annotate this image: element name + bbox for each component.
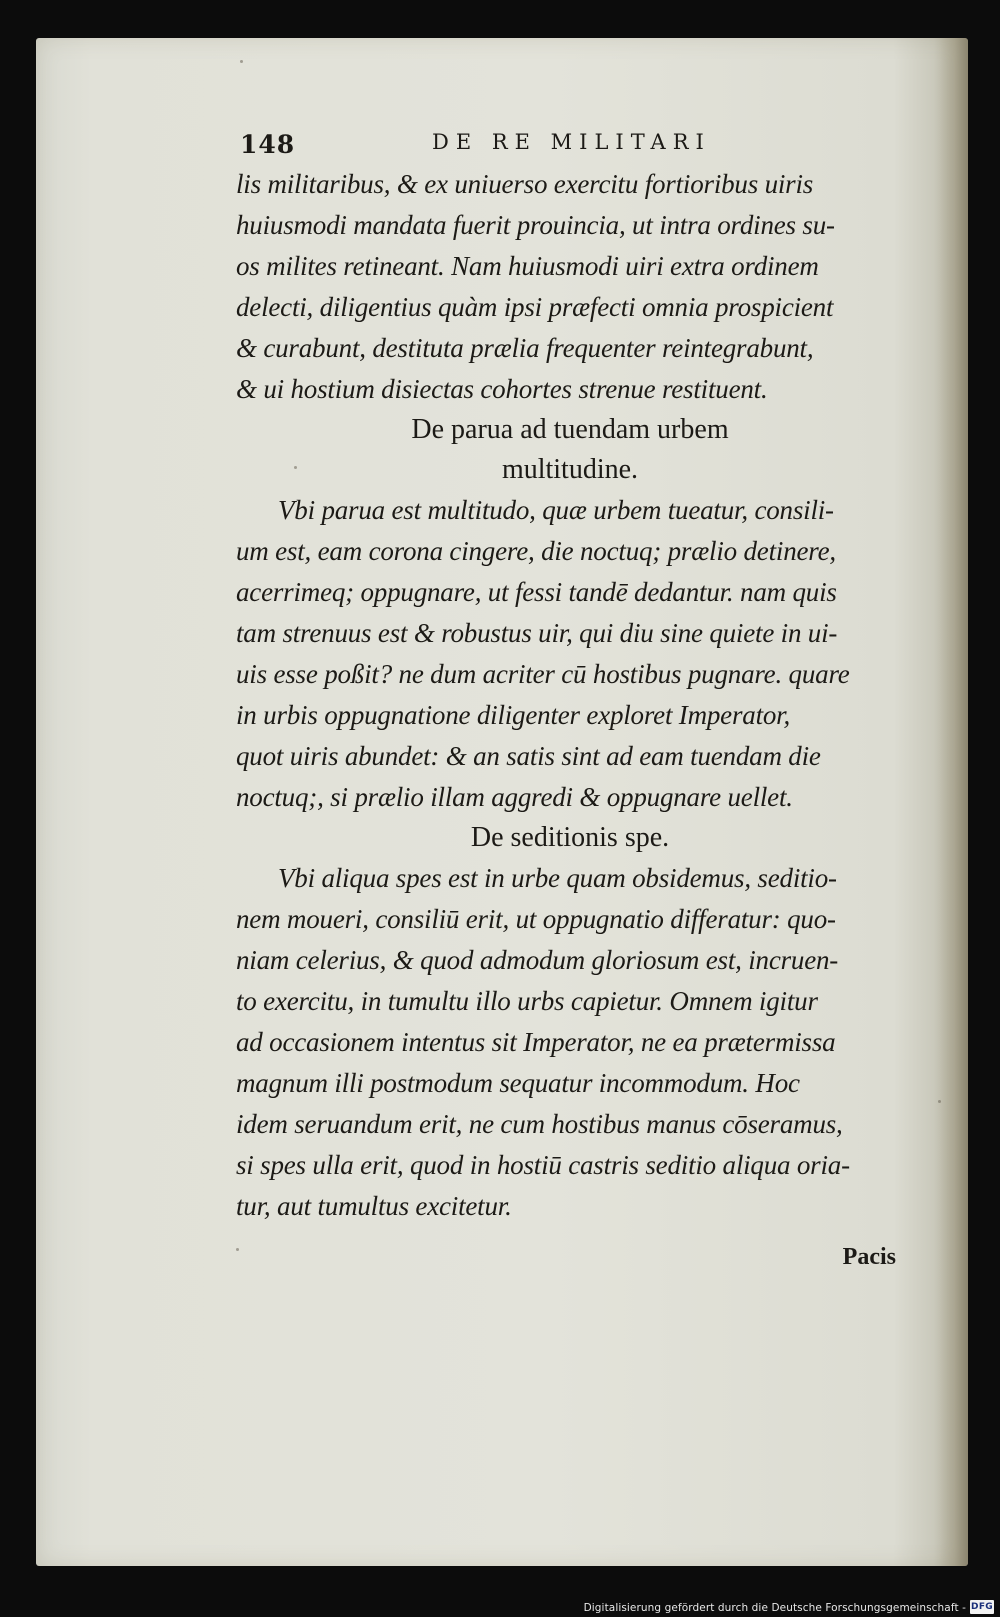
section-heading: De parua ad tuendam urbem: [411, 414, 729, 445]
book-page: [36, 38, 968, 1566]
text-line: niam celerius, & quod admodum gloriosum est, incruen-: [236, 945, 839, 975]
running-head: [236, 122, 944, 164]
text-line: delecti, diligentius quàm ipsi præfecti omnia prospicient: [236, 292, 834, 322]
text-line: ad occasionem intentus sit Imperator, ne ea prætermissa: [236, 1027, 836, 1057]
text-line: in urbis oppugnatione diligenter exploret Imperator,: [236, 700, 791, 730]
text-line: & curabunt, destituta prælia frequenter reintegrabunt,: [236, 333, 814, 363]
text-line: Vbi parua est multitudo, quæ urbem tueatur, consili-: [278, 495, 834, 525]
page-text-block: [236, 122, 944, 1279]
text-line: idem seruandum erit, ne cum hostibus manus cōseramus,: [236, 1109, 843, 1139]
text-line: magnum illi postmodum sequatur incommodum. Hoc: [236, 1068, 800, 1098]
text-line: huiusmodi mandata fuerit prouincia, ut intra ordines su-: [236, 210, 835, 240]
footer-bar: [0, 1595, 1000, 1617]
text-line: um est, eam corona cingere, die noctuq; prælio detinere,: [236, 536, 836, 566]
text-line: Vbi aliqua spes est in urbe quam obsidemus, seditio-: [278, 863, 837, 893]
text-line: tam strenuus est & robustus uir, qui diu sine quiete in ui-: [236, 618, 838, 648]
running-title: DE RE MILITARI: [432, 130, 711, 154]
page-number: 148: [240, 130, 296, 159]
text-line: tur, aut tumultus excitetur.: [236, 1191, 512, 1221]
text-line: noctuq;, si prælio illam aggredi & oppugnare uellet.: [236, 782, 793, 812]
funding-credit: Digitalisierung gefördert durch die Deutsche Forschungsgemeinschaft -: [583, 1602, 966, 1614]
text-line: nem moueri, consiliū erit, ut oppugnatio differatur: quo-: [236, 904, 836, 934]
text-line: si spes ulla erit, quod in hostiū castris seditio aliqua oria-: [236, 1150, 850, 1180]
text-line: to exercitu, in tumultu illo urbs capietur. Omnem igitur: [236, 986, 818, 1016]
text-line: uis esse poßit? ne dum acriter cū hostibus pugnare. quare: [236, 659, 850, 689]
catchword: Pacis: [842, 1244, 896, 1270]
text-line: os milites retineant. Nam huiusmodi uiri extra ordinem: [236, 251, 819, 281]
text-line: lis militaribus, & ex uniuerso exercitu fortioribus uiris: [236, 169, 814, 199]
text-line: acerrimeq; oppugnare, ut fessi tandē dedantur. nam quis: [236, 577, 837, 607]
section-heading: De seditionis spe.: [470, 822, 670, 853]
text-line: quot uiris abundet: & an satis sint ad eam tuendam die: [236, 741, 821, 771]
text-line: & ui hostium disiectas cohortes strenue restituent.: [236, 374, 768, 404]
dfg-logo-icon: DFG: [971, 1602, 993, 1612]
paper-speck: [240, 60, 243, 63]
section-heading-continued: multitudine.: [501, 454, 639, 485]
